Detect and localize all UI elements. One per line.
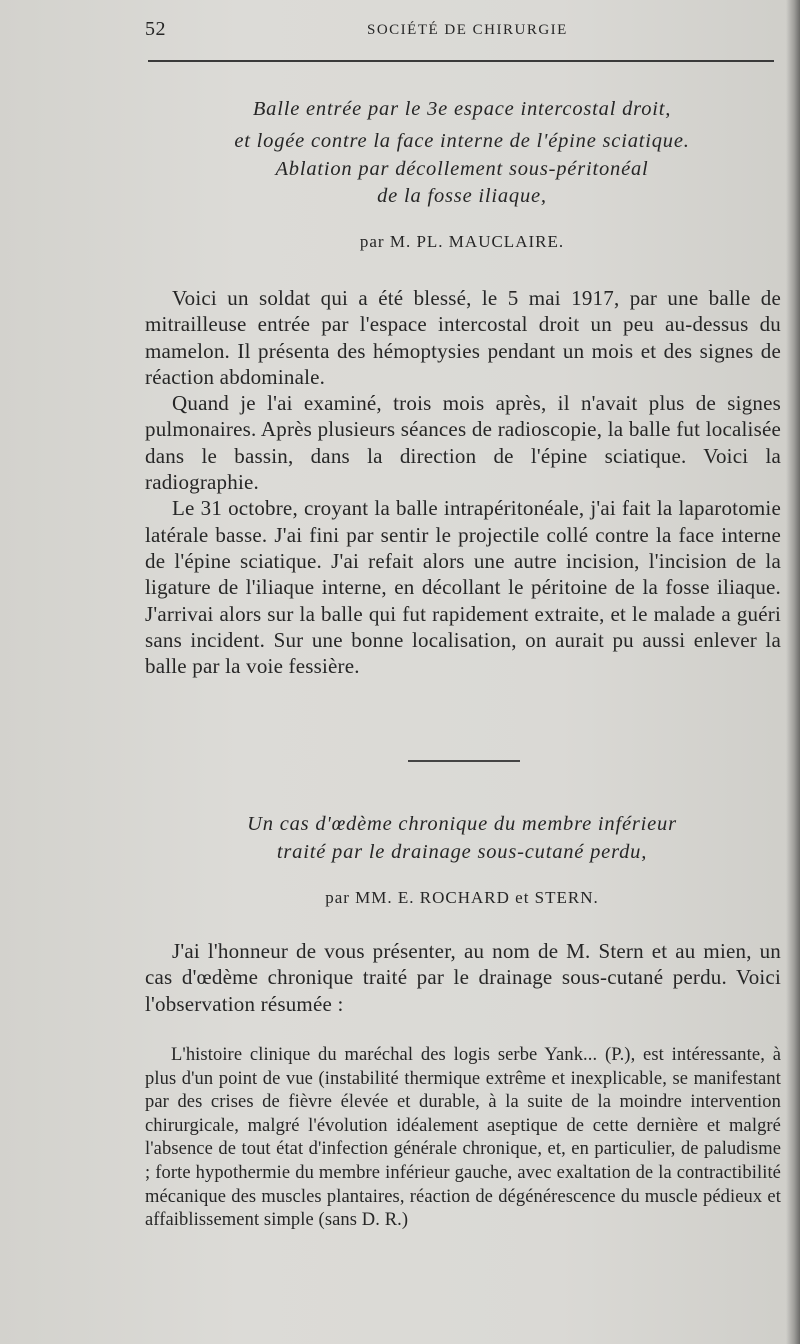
article-1-author: par M. PL. MAUCLAIRE. <box>359 232 565 251</box>
article-1-body <box>145 285 781 679</box>
article-2-title-line: Un cas d'œdème chronique du membre inférieur <box>247 813 677 835</box>
article-1-title-line: Ablation par décollement sous-péritonéal <box>275 158 649 180</box>
article-1-paragraph: Le 31 octobre, croyant la balle intrapéritonéale, j'ai fait la laparotomie latérale basse. J'ai fini par sentir le projectile collé contre la face interne de l'épine sciatique. J'ai refait alors une autre incision, l'incision de la ligature de l'iliaque interne, en décollant le péritoine de la fosse iliaque. J'arrivai alors sur la balle qui fut rapidement extraite, et le malade a guéri sans incident. Sur une bonne localisation, on aurait pu aussi enlever la balle par la voie fessière. <box>145 496 781 679</box>
article-2-body <box>145 938 781 1017</box>
article-1-title-line: et logée contre la face interne de l'épine sciatique. <box>234 130 690 152</box>
article-1-title-line: Balle entrée par le 3e espace intercostal droit, <box>252 98 672 120</box>
page-edge-shadow <box>786 0 800 1344</box>
page-number: 52 <box>145 18 166 40</box>
observation-paragraph: L'histoire clinique du maréchal des logis serbe Yank... (P.), est intéressante, à plus d'un point de vue (instabilité thermique extrême et inexplicable, se manifestant par des crises de fièvre élevée et durable, à la suite de la moindre intervention chirurgicale, malgré l'évolution idéalement aseptique de cette dernière et malgré l'absence de tout état d'infection générale chronique, et, en particulier, de paludisme ; forte hypothermie du membre inférieur gauche, avec exaltation de la contractibilité mécanique des muscles plantaires, réaction de dégénérescence du muscle pédieux et affaiblissement simple (sans D. R.) <box>145 1045 781 1231</box>
article-2-paragraph: J'ai l'honneur de vous présenter, au nom de M. Stern et au mien, un cas d'œdème chronique traité par le drainage sous-cutané perdu. Voici l'observation résumée : <box>145 939 781 1016</box>
article-1-paragraph: Quand je l'ai examiné, trois mois après, il n'avait plus de signes pulmonaires. Après plusieurs séances de radioscopie, la balle fut localisée dans le bassin, dans la direction de l'épine sciatique. Voici la radiographie. <box>145 391 781 495</box>
running-title: SOCIÉTÉ DE CHIRURGIE <box>367 22 568 38</box>
observation-text <box>145 1044 781 1233</box>
section-separator <box>408 760 520 762</box>
article-2-title-line: traité par le drainage sous-cutané perdu, <box>276 841 648 863</box>
header-rule <box>148 60 774 62</box>
article-1-paragraph: Voici un soldat qui a été blessé, le 5 mai 1917, par une balle de mitrailleuse entrée par l'espace intercostal droit un peu au-dessus du mamelon. Il présenta des hémoptysies pendant un mois et des signes de réaction abdominale. <box>145 286 781 389</box>
page-header <box>145 18 775 44</box>
article-2-author: par MM. E. ROCHARD et STERN. <box>325 888 599 907</box>
article-1-title-line: de la fosse iliaque, <box>377 185 547 207</box>
